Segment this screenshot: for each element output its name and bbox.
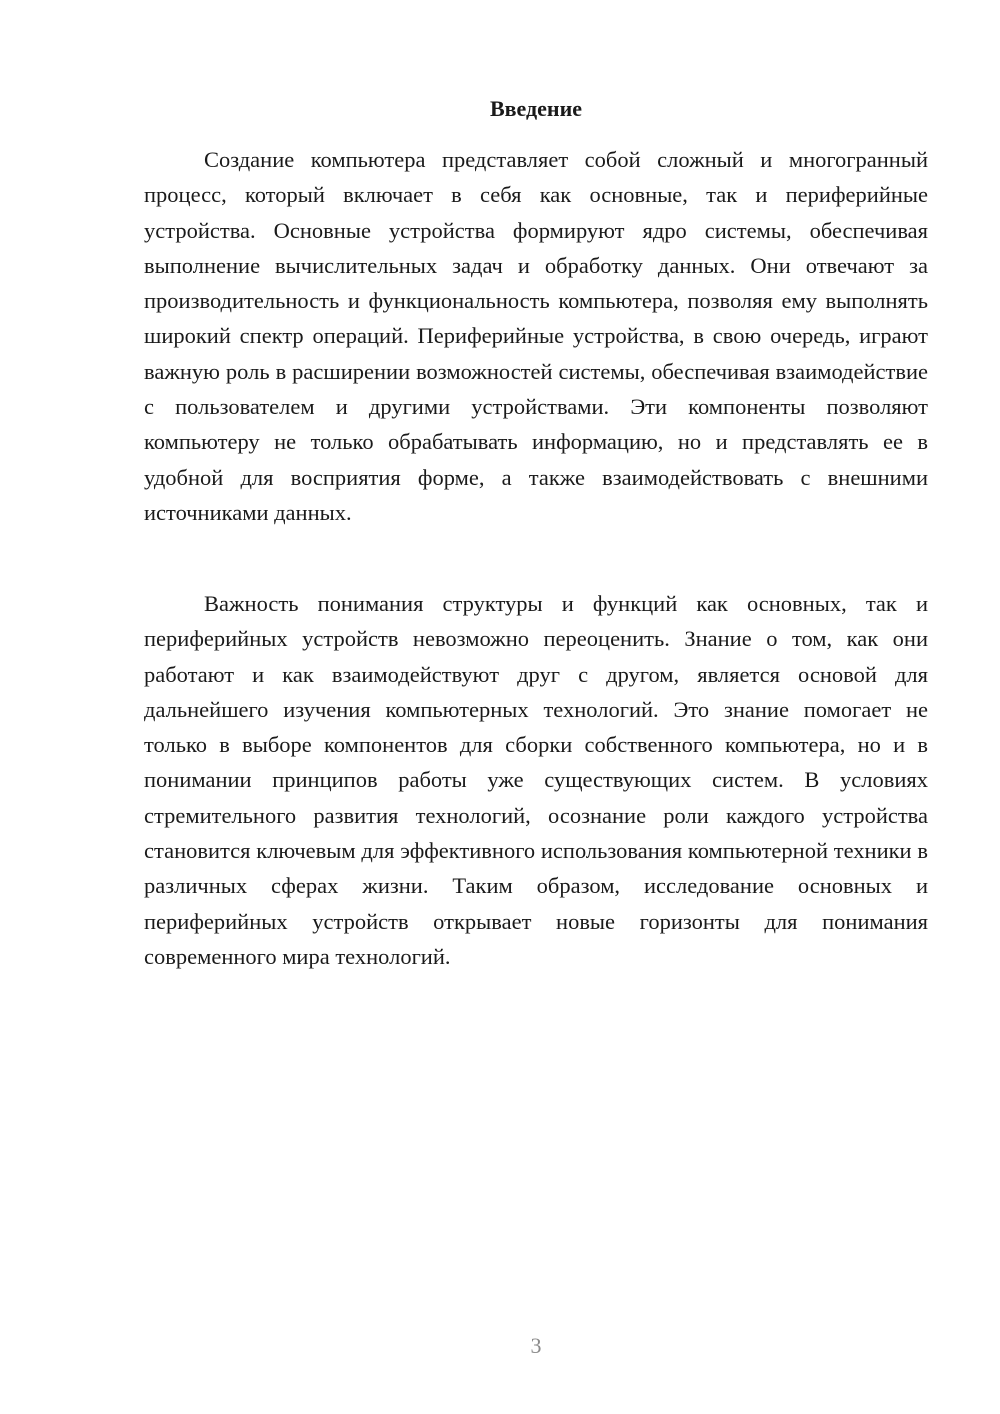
page-number: 3 [530,1333,542,1358]
paragraph-2: Важность понимания структуры и функций как основных, так и периферийных устройств невозможно переоценить. Знание о том, как они работают и как взаимодействуют друг с другом, является основой для дальнейшего изучения компьютерных технологий. Это знание помогает не только в выборе компонентов для сборки собственного компьютера, но и в понимании принципов работы уже существующих систем. В условиях стремительного развития технологий, осознание роли каждого устройства становится ключевым для эффективного использования компьютерной техники в различных сферах жизни. Таким образом, исследование основных и периферийных устройств открывает новые горизонты для понимания современного мира технологий. [144,591,928,969]
section-title: Введение [489,96,583,121]
paragraph-1: Создание компьютера представляет собой сложный и многогранный процесс, который включает в себя как основные, так и периферийные устройства. Основные устройства формируют ядро системы, обеспечивая выполнение вычислительных задач и обработку данных. Они отвечают за производительность и функциональность компьютера, позволяя ему выполнять широкий спектр операций. Периферийные устройства, в свою очередь, играют важную роль в расширении возможностей системы, обеспечивая взаимодействие с пользователем и другими устройствами. Эти компоненты позволяют компьютеру не только обрабатывать информацию, но и представлять ее в удобной для восприятия форме, а также взаимодействовать с внешними источниками данных. [144,147,928,525]
